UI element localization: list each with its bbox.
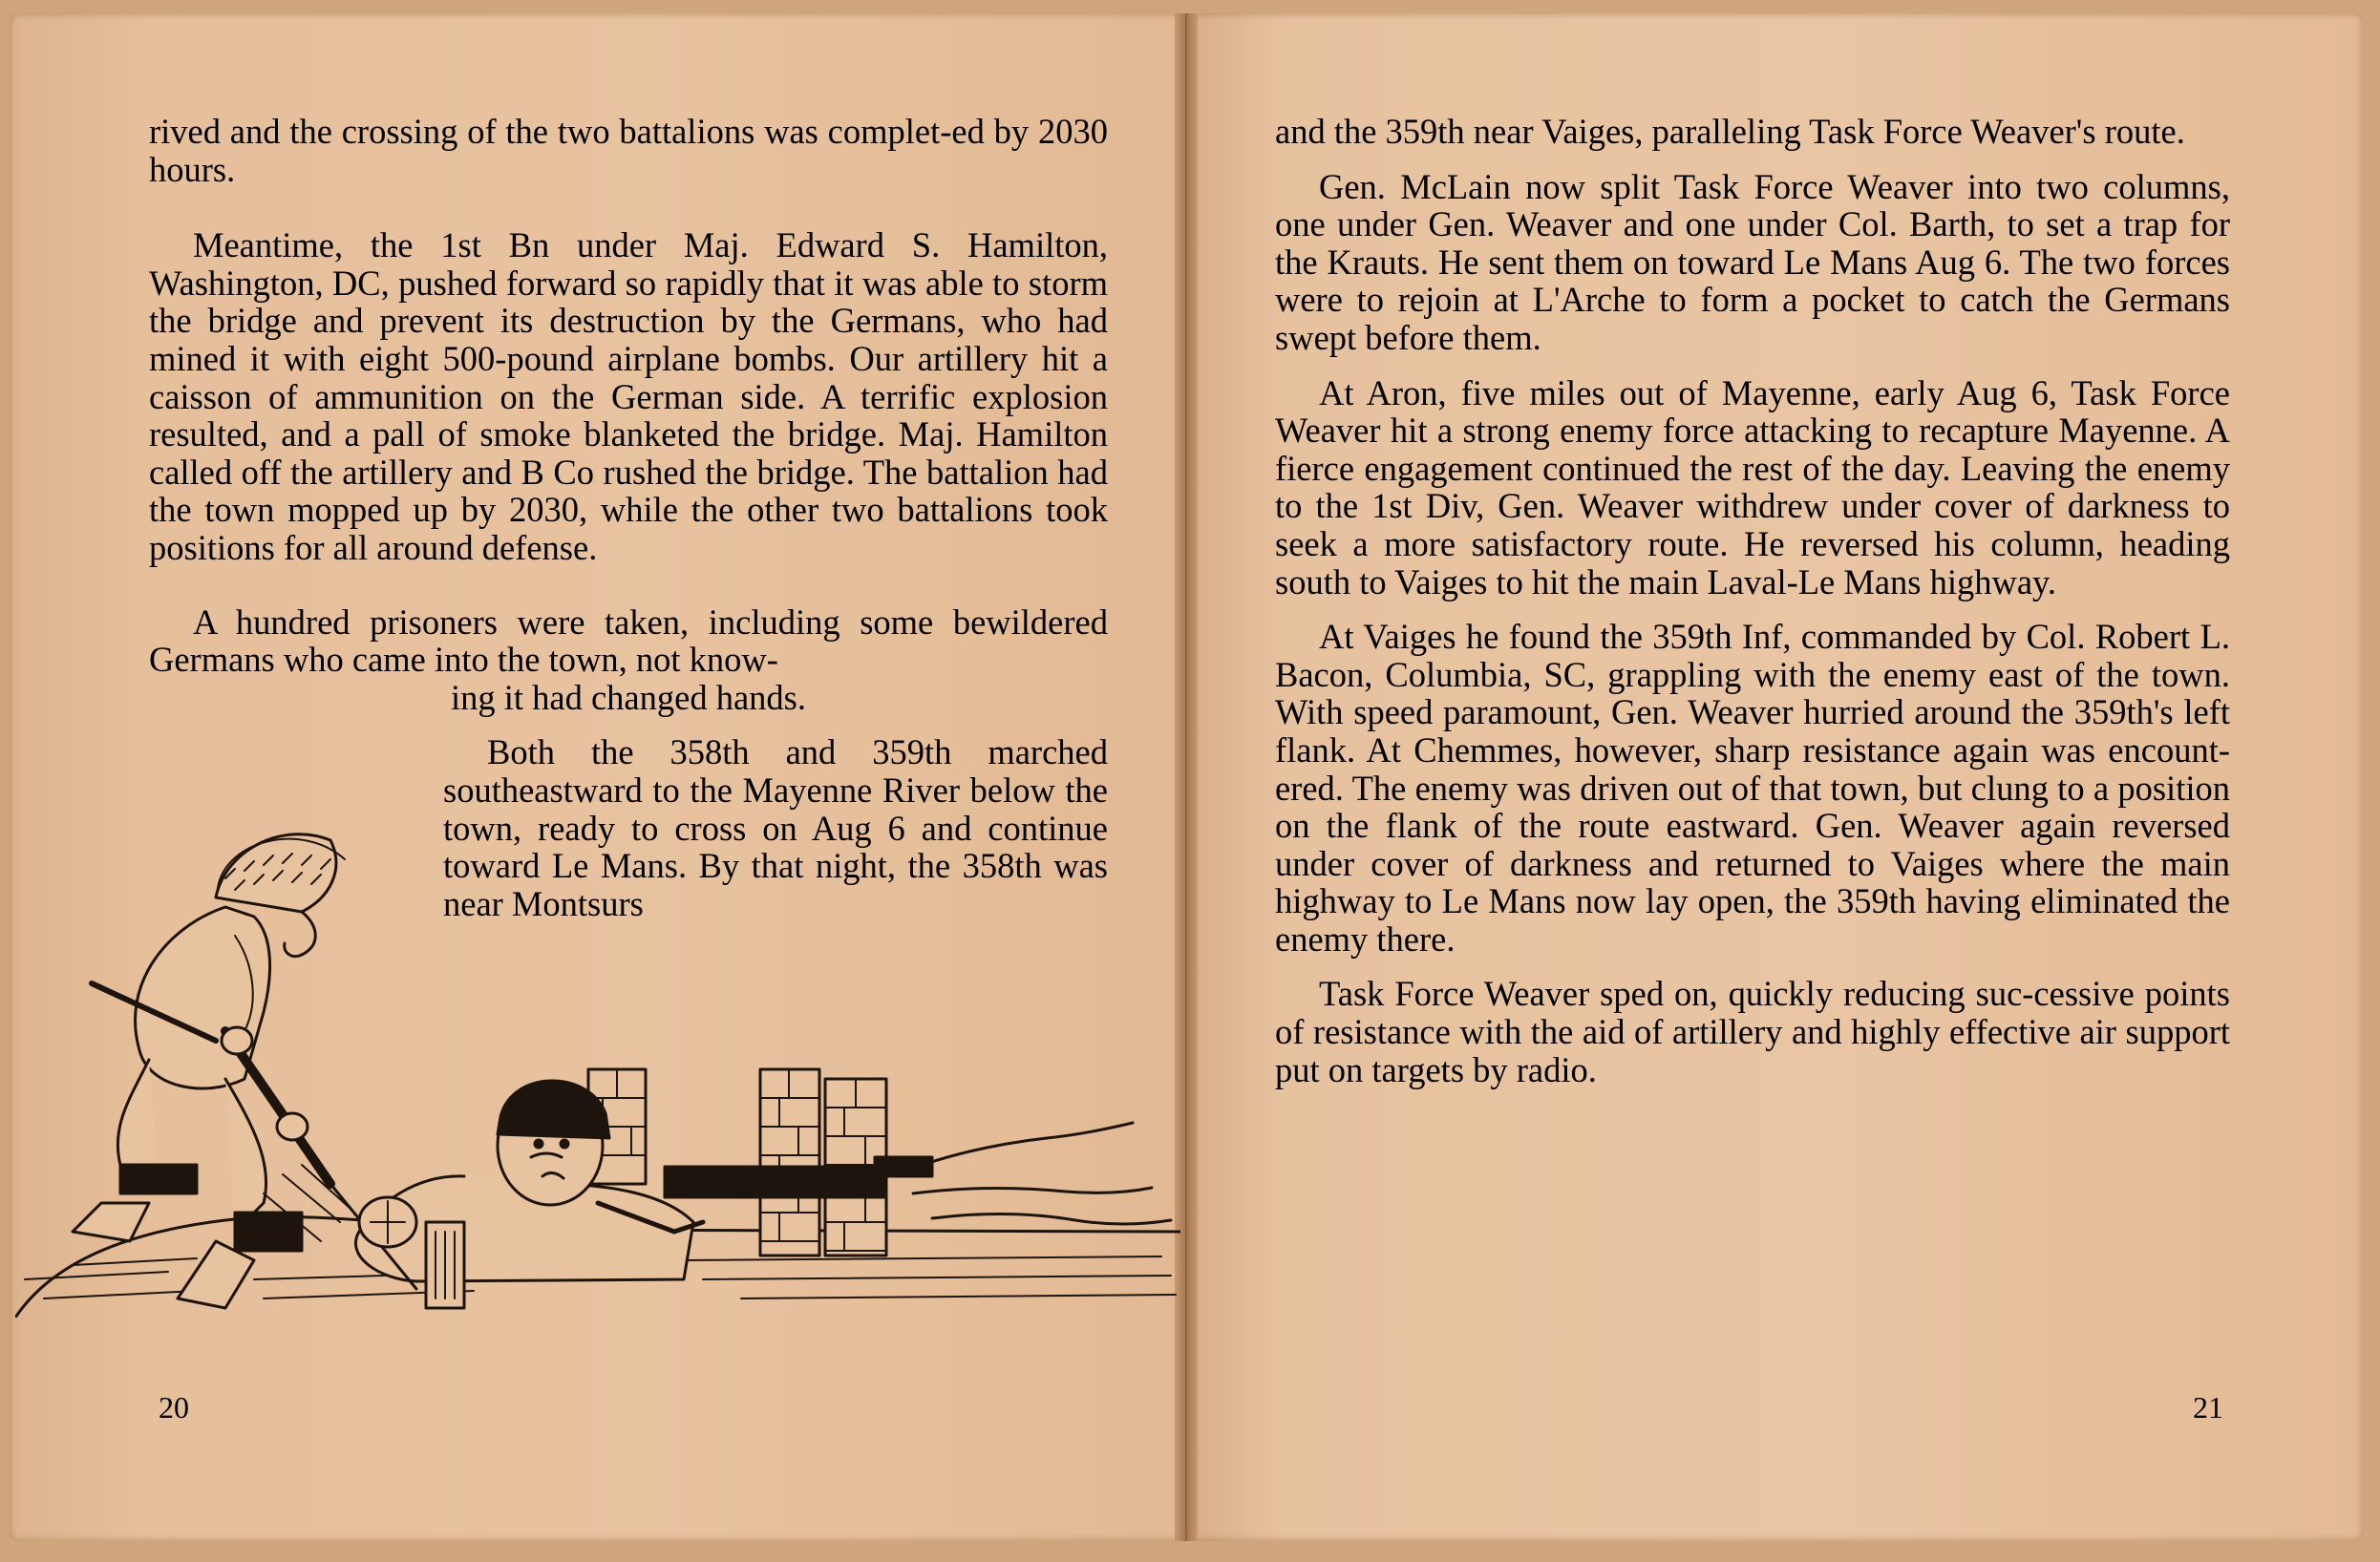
paragraph: Task Force Weaver sped on, quickly reducing suc-cessive points of resistance with the aid of artillery and highly effective air support put on targets by radio.: [1275, 974, 2230, 1089]
soldier-bayonet-prisoner-cartoon-icon: [15, 783, 1180, 1318]
page-number: 21: [2193, 1390, 2223, 1425]
paragraph-continuation: ing it had changed hands.: [450, 677, 806, 717]
right-page-text: [1275, 113, 2230, 1088]
paragraph: Meantime, the 1st Bn under Maj. Edward S. Hamilton, Washington, DC, pushed forward so rapidly that it was able to storm the bridge and prevent its destruction by the Germans, who had mined it with eight 500-pound airplane bombs. Our artillery hit a caisson of ammunition on the German side. A terrific explosion resulted, and a pall of smoke blanketed the bridge. Maj. Hamilton called off the artillery and B Co rushed the bridge. The battalion had the town mopped up by 2030, while the other two battalions took positions for all around defense.: [149, 225, 1108, 567]
page-number: 20: [159, 1390, 189, 1425]
paragraph: At Aron, five miles out of Mayenne, early Aug 6, Task Force Weaver hit a strong enemy force attacking to recapture Mayenne. A fierce engagement continued the rest of the day. Leaving the enemy to the 1st Div, Gen. Weaver withdrew under cover of darkness to seek a more satisfactory route. He reversed his column, heading south to Vaiges to hit the main Laval-Le Mans highway.: [1275, 372, 2230, 602]
paragraph: At Vaiges he found the 359th Inf, commanded by Col. Robert L. Bacon, Columbia, SC, grappling with the enemy east of the town. With speed paramount, Gen. Weaver hurried around the 359th's left flank. At Chemmes, however, sharp resistance again was encount-ered. The enemy was driven out of that town, but clung to a position on the flank of the route eastward. Gen. Weaver again reversed under cover of darkness and returned to Vaiges where the main highway to Le Mans now lay open, the 359th having eliminated the enemy there.: [1275, 617, 2230, 959]
paragraph: Both the 358th and 359th marched southeastward to the Mayenne River below the town, ready to cross on Aug 6 and continue toward Le Mans. By that night, the 358th was near Montsurs: [443, 732, 1108, 923]
paragraph: Gen. McLain now split Task Force Weaver into two columns, one under Gen. Weaver and one under Col. Barth, to set a trap for the Krauts. He sent them on toward Le Mans Aug 6. The two forces were to rejoin at L'Arche to form a pocket to catch the Germans swept before them.: [1275, 166, 2230, 357]
paragraph: A hundred prisoners were taken, including some bewildered Germans who came into the town, not know-: [149, 602, 1108, 680]
paragraph: rived and the crossing of the two battalions was complet-ed by 2030 hours.: [149, 112, 1108, 189]
paragraph: and the 359th near Vaiges, paralleling Task Force Weaver's route.: [1275, 112, 2185, 151]
